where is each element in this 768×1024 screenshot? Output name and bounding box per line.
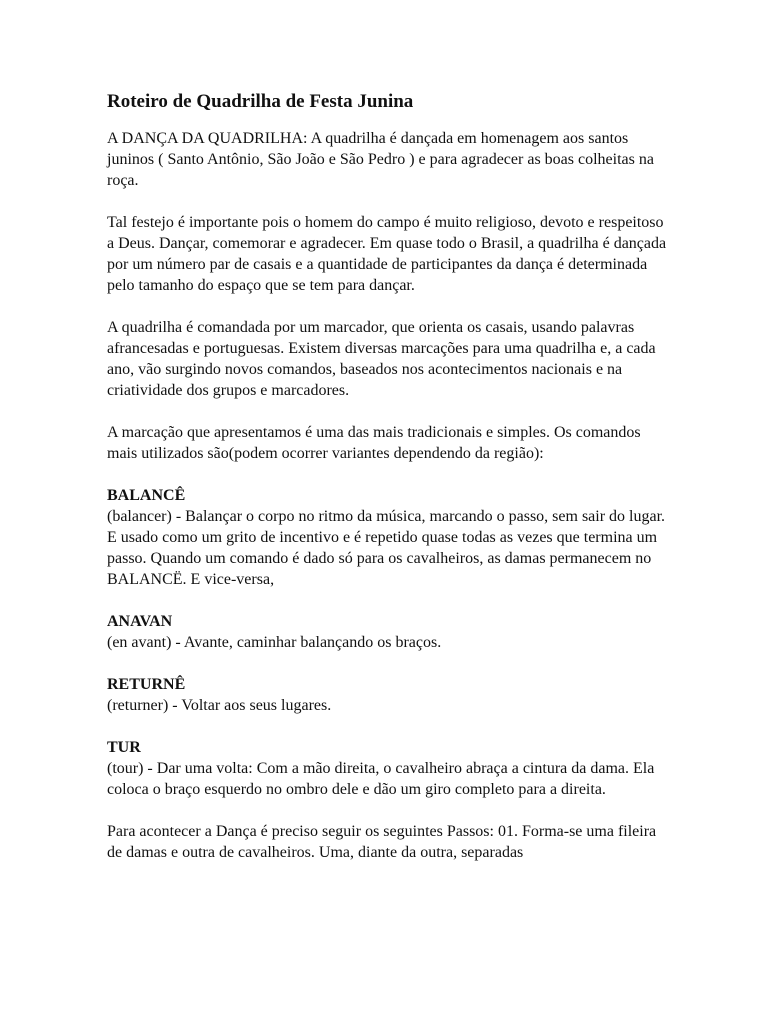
intro-paragraph-3: A quadrilha é comandada por um marcador, que orienta os casais, usando palavras afrancesadas e portuguesas. Existem diversas marcações para uma quadrilha e, a cada ano, vão surgindo novos comandos, baseados nos acontecimentos nacionais e na criatividade dos grupos e marcadores.: [107, 319, 656, 399]
command-name: ANAVAN: [107, 613, 173, 630]
document-page: [107, 90, 667, 884]
command-anavan: [107, 611, 667, 653]
command-name: TUR: [107, 739, 141, 756]
closing-paragraph: Para acontecer a Dança é preciso seguir os seguintes Passos: 01. Forma-se uma fileira de damas e outra de cavalheiros. Uma, diante da outra, separadas: [107, 823, 657, 861]
command-tur: [107, 737, 667, 800]
command-name: BALANCÊ: [107, 487, 186, 504]
document-title: Roteiro de Quadrilha de Festa Junina: [107, 91, 414, 112]
command-returne: [107, 674, 667, 716]
command-name: RETURNÊ: [107, 676, 186, 693]
command-description: (en avant) - Avante, caminhar balançando os braços.: [107, 634, 442, 651]
intro-paragraph-4: A marcação que apresentamos é uma das mais tradicionais e simples. Os comandos mais utilizados são(podem ocorrer variantes dependendo da região):: [107, 424, 641, 462]
intro-paragraph-1: A DANÇA DA QUADRILHA: A quadrilha é dançada em homenagem aos santos juninos ( Santo Antônio, São João e São Pedro ) e para agradecer as boas colheitas na roça.: [107, 130, 654, 189]
command-description: (balancer) - Balançar o corpo no ritmo da música, marcando o passo, sem sair do lugar. E usado como um grito de incentivo e é repetido quase todas as vezes que termina um passo. Quando um comando é dado só para os cavalheiros, as damas permanecem no BALANCË. E vice-versa,: [107, 508, 666, 588]
intro-paragraph-2: Tal festejo é importante pois o homem do campo é muito religioso, devoto e respeitoso a Deus. Dançar, comemorar e agradecer. Em quase todo o Brasil, a quadrilha é dançada por um número par de casais e a quantidade de participantes da dança é determinada pelo tamanho do espaço que se tem para dançar.: [107, 214, 667, 294]
command-balance: [107, 485, 667, 590]
command-description: (returner) - Voltar aos seus lugares.: [107, 697, 332, 714]
command-description: (tour) - Dar uma volta: Com a mão direita, o cavalheiro abraça a cintura da dama. Ela coloca o braço esquerdo no ombro dele e dão um giro completo para a direita.: [107, 760, 655, 798]
